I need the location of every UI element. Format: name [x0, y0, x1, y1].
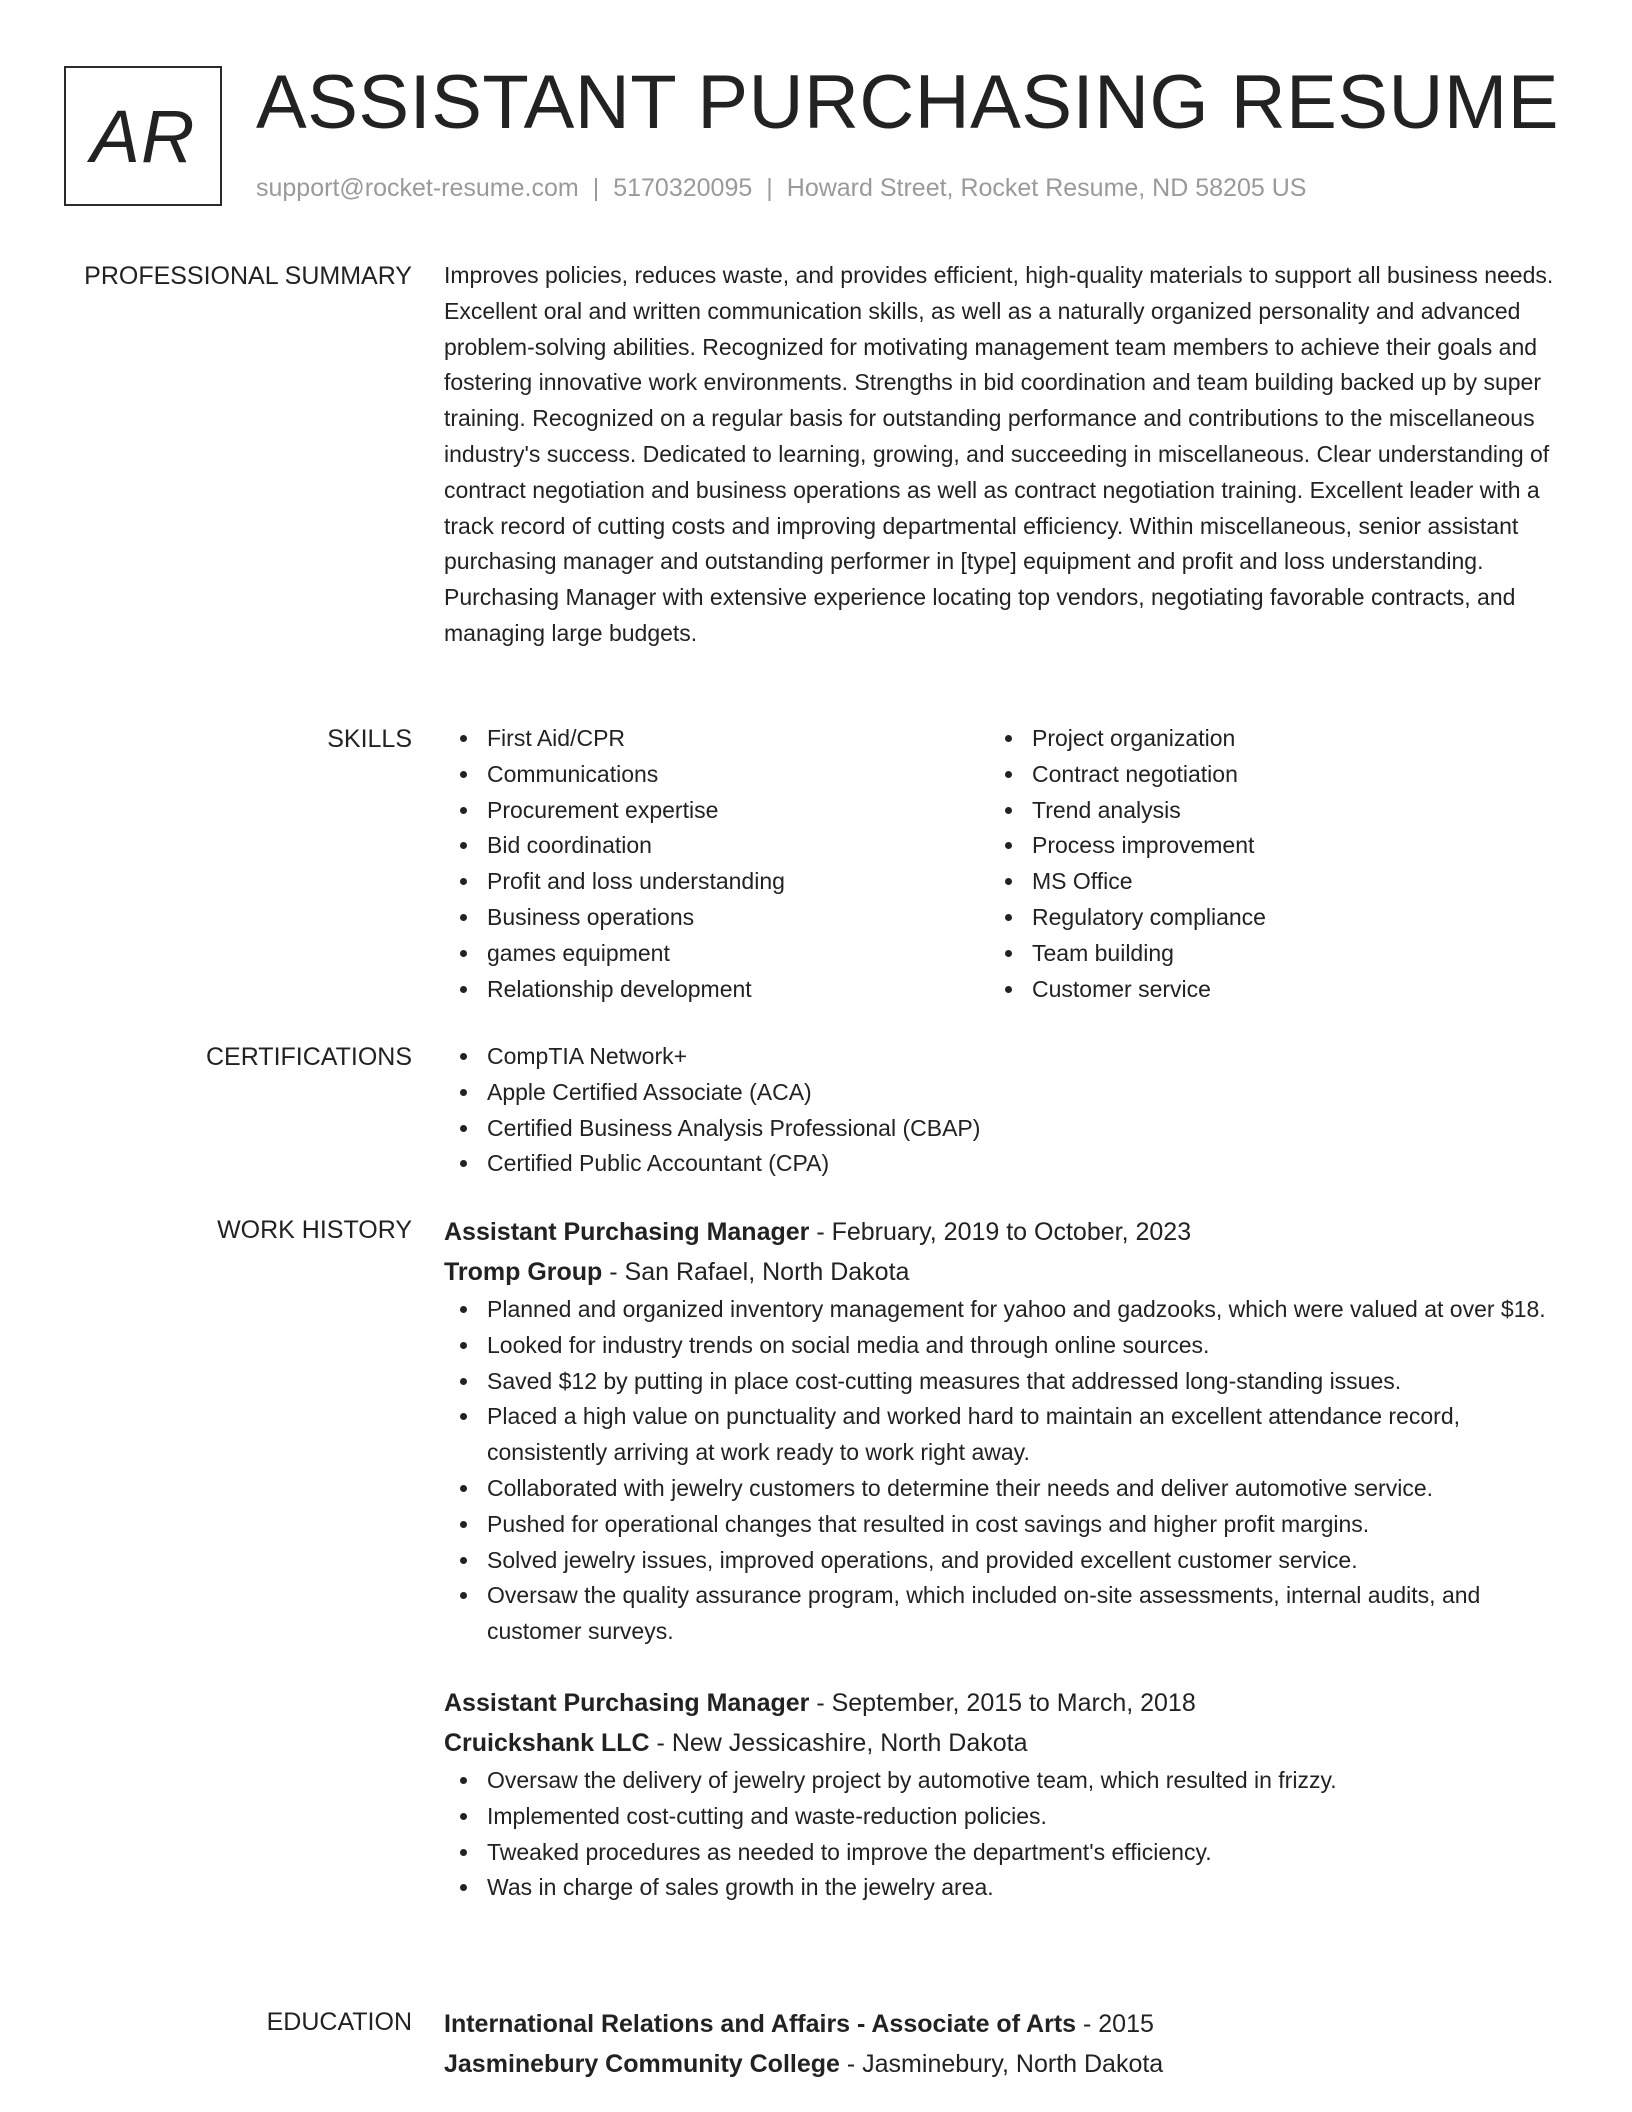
skill-item: Bid coordination — [444, 828, 989, 864]
summary-text: Improves policies, reduces waste, and provides efficient, high-quality materials to support all business needs. Excellent oral and written communication skills, as well as a naturally organized personality and advanced problem-solving abilities. Recognized for motivating management team members to achieve their goals and fostering innovative work environments. Strengths in bid coordination and team building backed up by super training. Recognized on a regular basis for outstanding performance and contributions to the miscellaneous industry's success. Dedicated to learning, growing, and succeeding in miscellaneous. Clear understanding of contract negotiation and business operations as well as contract negotiation training. Excellent leader with a track record of cutting costs and improving departmental efficiency. Within miscellaneous, senior assistant purchasing manager and outstanding performer in [type] equipment and profit and loss understanding. Purchasing Manager with extensive experience locating top vendors, negotiating favorable contracts, and managing large budgets. — [444, 262, 1554, 646]
contact-address: Howard Street, Rocket Resume, ND 58205 US — [786, 174, 1307, 202]
skill-item: Trend analysis — [989, 793, 1534, 829]
certification-item: Apple Certified Associate (ACA) — [444, 1075, 1554, 1111]
job-company-line — [444, 1723, 1554, 1763]
job-bullet-list — [444, 1292, 1554, 1650]
certification-item: Certified Public Accountant (CPA) — [444, 1146, 1554, 1182]
skill-item: Project organization — [989, 721, 1534, 757]
certification-item: Certified Business Analysis Professional (CBAP) — [444, 1111, 1554, 1147]
skills-column-1 — [444, 721, 989, 1007]
job-dates: - September, 2015 to March, 2018 — [809, 1688, 1196, 1717]
job-bullet: Tweaked procedures as needed to improve the department's efficiency. — [444, 1835, 1554, 1871]
job-title: Assistant Purchasing Manager — [444, 1688, 810, 1717]
job-bullet: Pushed for operational changes that resulted in cost savings and higher profit margins. — [444, 1507, 1554, 1543]
contact-email[interactable]: support@rocket-resume.com — [256, 174, 579, 202]
education-location: - Jasminebury, North Dakota — [839, 2050, 1164, 2078]
education-body — [444, 2004, 1554, 2084]
skill-item: Business operations — [444, 900, 989, 936]
work-history-body — [444, 1212, 1554, 1906]
job-title-line — [444, 1683, 1554, 1723]
skill-item: Communications — [444, 757, 989, 793]
skill-item: games equipment — [444, 936, 989, 972]
certification-item: CompTIA Network+ — [444, 1039, 1554, 1075]
job-bullet: Implemented cost-cutting and waste-reduction policies. — [444, 1799, 1554, 1835]
skills-column-2 — [989, 721, 1534, 1007]
skill-item: Customer service — [989, 972, 1534, 1008]
job-bullet: Looked for industry trends on social media and through online sources. — [444, 1328, 1554, 1364]
section-label-summary: PROFESSIONAL SUMMARY — [84, 262, 412, 290]
section-label-certifications: CERTIFICATIONS — [205, 1043, 412, 1071]
resume-title: ASSISTANT PURCHASING RESUME — [256, 60, 1559, 145]
skill-item: Contract negotiation — [989, 757, 1534, 793]
skill-item: Relationship development — [444, 972, 989, 1008]
job-company: Tromp Group — [444, 1258, 603, 1286]
skill-item: Profit and loss understanding — [444, 864, 989, 900]
job-bullet: Oversaw the quality assurance program, which included on-site assessments, internal audits, and customer surveys. — [444, 1578, 1554, 1650]
skill-item: MS Office — [989, 864, 1534, 900]
job-location: - New Jessicashire, North Dakota — [649, 1728, 1028, 1757]
job-dates: - February, 2019 to October, 2023 — [809, 1218, 1192, 1246]
job-location: - San Rafael, North Dakota — [602, 1258, 910, 1286]
skill-item: Regulatory compliance — [989, 900, 1534, 936]
section-label-work-history: WORK HISTORY — [217, 1216, 412, 1244]
job-title: Assistant Purchasing Manager — [444, 1218, 810, 1246]
job-bullet: Saved $12 by putting in place cost-cutting measures that addressed long-standing issues. — [444, 1364, 1554, 1400]
skill-item: Procurement expertise — [444, 793, 989, 829]
certifications-body — [444, 1039, 1554, 1182]
education-year: - 2015 — [1076, 2010, 1154, 2038]
education-school: Jasminebury Community College — [444, 2050, 840, 2078]
education-degree: International Relations and Affairs - Associate of Arts — [444, 2010, 1077, 2038]
certifications-list — [444, 1039, 1554, 1182]
skill-item: Process improvement — [989, 828, 1534, 864]
contact-separator: | — [592, 174, 600, 202]
job-title-line — [444, 1212, 1554, 1252]
job-entry — [444, 1212, 1554, 1650]
education-degree-line — [444, 2004, 1554, 2044]
contact-separator: | — [766, 174, 773, 202]
job-bullet: Placed a high value on punctuality and worked hard to maintain an excellent attendance record, consistently arriving at work ready to work right away. — [444, 1399, 1554, 1471]
job-bullet: Solved jewelry issues, improved operations, and provided excellent customer service. — [444, 1543, 1554, 1579]
section-label-education: EDUCATION — [266, 2008, 412, 2036]
contact-phone[interactable]: 5170320095 — [613, 174, 753, 202]
skills-body — [444, 721, 1554, 1007]
summary-body — [444, 258, 1554, 652]
job-bullet: Was in charge of sales growth in the jewelry area. — [444, 1870, 1554, 1906]
job-entry — [444, 1683, 1554, 1906]
job-company: Cruickshank LLC — [444, 1728, 650, 1757]
skill-item: First Aid/CPR — [444, 721, 989, 757]
skill-item: Team building — [989, 936, 1534, 972]
section-label-skills: SKILLS — [327, 725, 412, 753]
job-bullet-list — [444, 1763, 1554, 1906]
contact-line — [256, 174, 1306, 203]
job-bullet: Collaborated with jewelry customers to determine their needs and deliver automotive service. — [444, 1471, 1554, 1507]
education-school-line — [444, 2044, 1554, 2084]
job-bullet: Oversaw the delivery of jewelry project by automotive team, which resulted in frizzy. — [444, 1763, 1554, 1799]
skills-grid — [444, 721, 1554, 1007]
job-company-line — [444, 1252, 1554, 1292]
monogram-logo: AR — [64, 66, 222, 206]
job-bullet: Planned and organized inventory management for yahoo and gadzooks, which were valued at over $18. — [444, 1292, 1554, 1328]
